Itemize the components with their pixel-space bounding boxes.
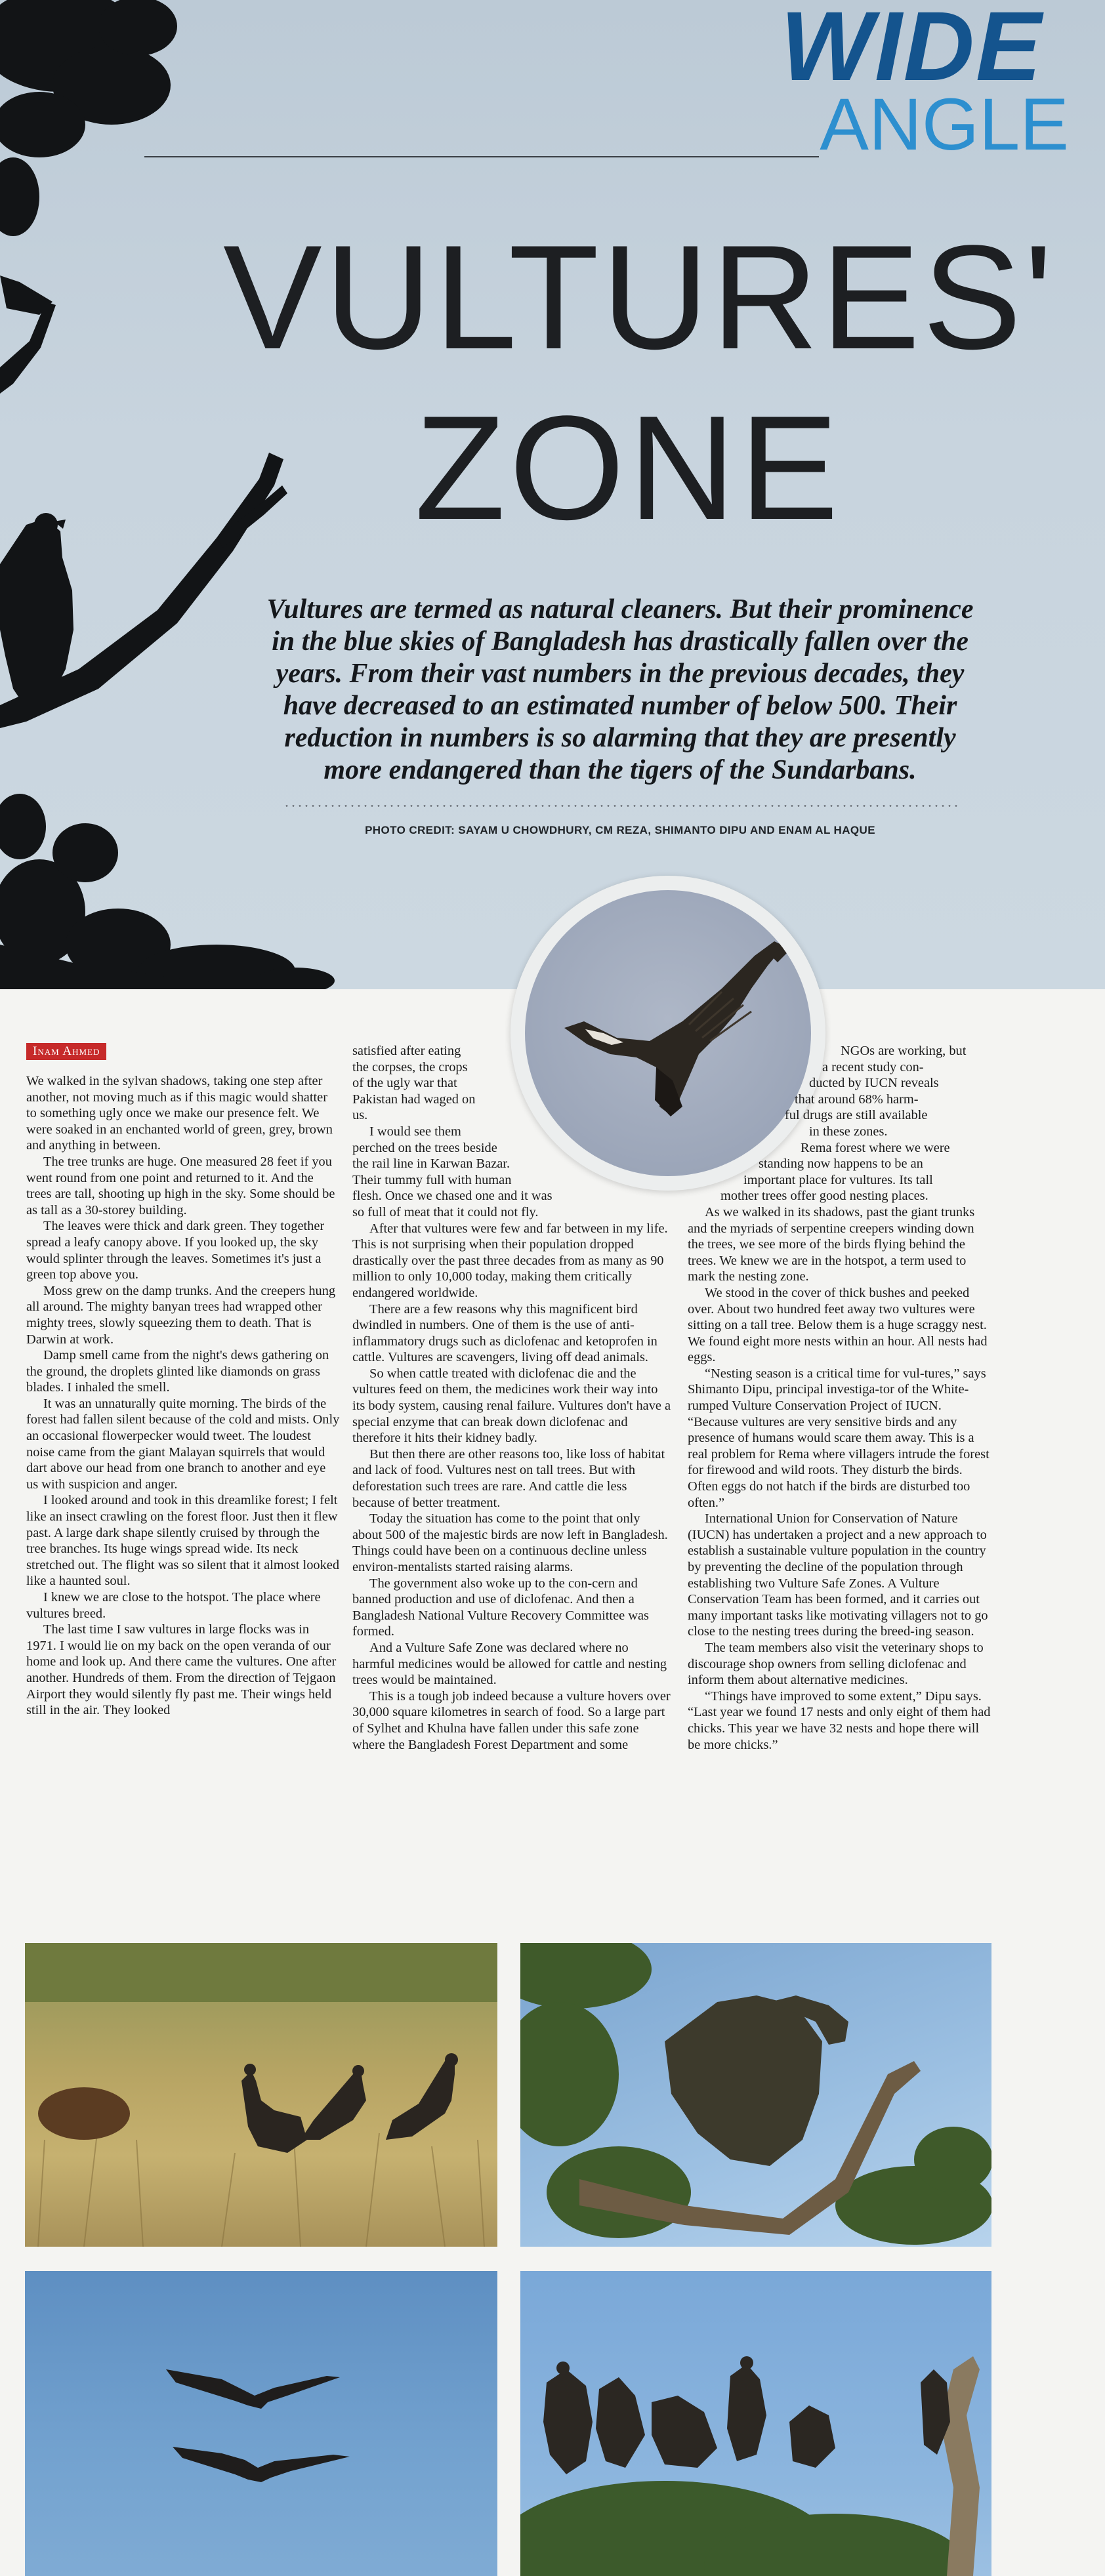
headline-line-1: VULTURES' xyxy=(223,214,1055,380)
paragraph: The government also woke up to the con-cern and banned production and use of diclofenac. And then a Bangladesh National Vulture Recovery Committee was formed. xyxy=(352,1576,649,1639)
hero-banner xyxy=(0,0,1105,989)
dotted-divider xyxy=(283,805,959,807)
standfirst: Vultures are termed as natural cleaners. But their prominence in the blue skies of Bangladesh has drastically fallen over the years. From their vast numbers in the previous decades, they have decreased to an estimated number of below 500. Their reduction in numbers is so alarming that they are presently more endangered than the tigers of the Sundarbans. xyxy=(266,594,974,785)
wrap-line: standing now happens to be an xyxy=(759,1156,923,1172)
wrap-line: that around 68% harm- xyxy=(795,1092,919,1107)
paragraph: International Union for Conservation of Nature (IUCN) has undertaken a project and a new approach to establish a sustainable vulture population in the country by preventing the decline of the population through establishing two Vulture Safe Zones. A Vulture Conservation Team has been formed, and it carries out many important tasks like motivating villagers not to go close to the nesting trees during the breed-ing season. xyxy=(688,1511,988,1639)
photo-vultures-treetop xyxy=(520,2271,991,2576)
section-brand-wide: WIDE xyxy=(780,0,1043,101)
paragraph: so full of meat that it could not fly. xyxy=(352,1204,539,1219)
paragraph: The tree trunks are huge. One measured 28 feet if you went round from one point and returned to it. And the trees are tall, shooting up high in the sky. Some should be as tall as a 30-storey building. xyxy=(26,1154,335,1217)
photo-vultures-tree-branch xyxy=(520,1943,991,2247)
wrap-line: important place for vultures. Its tall xyxy=(743,1172,933,1187)
photo-credit: PHOTO CREDIT: SAYAM U CHOWDHURY, CM REZA, SHIMANTO DIPU AND ENAM AL HAQUE xyxy=(365,824,875,836)
author-byline: Inam Ahmed xyxy=(26,1043,106,1060)
wrap-line: mother trees offer good nesting places. xyxy=(720,1189,928,1204)
wrap-line: the corpses, the crops xyxy=(352,1059,468,1074)
paragraph: But then there are other reasons too, like loss of habitat and lack of food. Vultures nest on tall trees. But with deforestation such trees are rare. And cattle die less because of better treatment. xyxy=(352,1446,665,1510)
article-column-1 xyxy=(26,1073,340,1719)
photo-two-vultures-flying xyxy=(25,2271,497,2576)
wrap-line: perched on the trees beside xyxy=(352,1140,497,1155)
paragraph: Damp smell came from the night's dews gathering on the ground, the droplets glinted like diamonds on grass blades. I inhaled the smell. xyxy=(26,1348,329,1395)
wrap-line: in these zones. xyxy=(809,1124,888,1139)
paragraph: We stood in the cover of thick bushes and peeked over. About two hundred feet away two vultures were sitting on a tall tree. Below them is a huge scraggy nest. We found eight more nests within an hour. All nests had eggs. xyxy=(688,1285,988,1365)
wrap-line: ducted by IUCN reveals xyxy=(809,1076,939,1091)
wrap-line: a recent study con- xyxy=(822,1059,924,1074)
vultures-group-icon xyxy=(520,2271,991,2576)
wrap-line: I would see them xyxy=(369,1124,461,1139)
wrap-line: of the ugly war that xyxy=(352,1076,457,1091)
paragraph: “Nesting season is a critical time for vul-tures,” says Shimanto Dipu, principal investiga-tor of the White-rumped Vulture Conservation Project of IUCN. “Because vultures are very sensitive birds and any presence of humans would scare them away. This is a real problem for Rema where villagers intrude the forest for firewood and wild roots. They disturb the birds. Often eggs do not hatch if the birds are disturbed too often.” xyxy=(688,1366,990,1510)
article-column-3 xyxy=(688,1043,993,1753)
wrap-line: us. xyxy=(352,1108,368,1123)
photo-vultures-grassland xyxy=(25,1943,497,2247)
paragraph: I knew we are close to the hotspot. The place where vultures breed. xyxy=(26,1590,321,1621)
wrap-line: Their tummy full with human xyxy=(352,1172,512,1187)
paragraph: So when cattle treated with diclofenac die and the vultures feed on them, the medicines work their way into its body system, causing renal failure. Vultures don't have a special enzyme that can break down diclofenac and therefore it hits their kidney badly. xyxy=(352,1366,671,1446)
section-brand-angle: ANGLE xyxy=(820,83,1069,165)
paragraph: This is a tough job indeed because a vulture hovers over 30,000 square kilometres in search of food. So a large part of Sylhet and Khulna have fallen under this safe zone where the Bangladesh Forest Department and some xyxy=(352,1688,671,1752)
wrap-line: Rema forest where we were xyxy=(801,1140,950,1155)
paragraph: Moss grew on the damp trunks. And the creepers hung all around. The mighty banyan trees had wrapped other mighty trees, slowly squeezing them to death. That is Darwin at work. xyxy=(26,1283,336,1347)
paragraph: It was an unnaturally quite morning. The birds of the forest had fallen silent because of the cold and mists. Only an occasional flowerpecker would tweet. The loudest noise came from the giant Malayan squirrels that would dart above our head from one branch to another and eye us with suspicion and anger. xyxy=(26,1396,340,1492)
paragraph: I looked around and took in this dreamlike forest; I felt like an insect crawling on the forest floor. Just then it flew past. A large dark shape silently cruised by through the tree branches. Its huge wings spread wide. Its neck stretched out. The flight was so silent that it almost looked like a haunted soul. xyxy=(26,1493,340,1589)
soaring-vultures-icon xyxy=(25,2271,497,2576)
wrap-line: flesh. Once we chased one and it was xyxy=(352,1189,552,1204)
wrap-line: Pakistan had waged on xyxy=(352,1092,476,1107)
wrap-line: NGOs are working, but xyxy=(841,1044,967,1058)
headline-line-2: ZONE xyxy=(415,384,843,550)
header-rule xyxy=(144,156,819,157)
paragraph: The team members also visit the veterinary shops to discourage shop owners from selling diclofenac and inform them about alternative medicines. xyxy=(688,1640,984,1688)
vultures-on-grass-icon xyxy=(25,1943,497,2247)
wrap-line: ful drugs are still available xyxy=(785,1108,928,1123)
paragraph: We walked in the sylvan shadows, taking one step after another, not moving much as if this magic would shatter to something ugly once we make our presence felt. We were soaked in an enchanted world of green, grey, brown and anything in between. xyxy=(26,1074,333,1153)
paragraph: And a Vulture Safe Zone was declared where no harmful medicines would be allowed for cattle and nesting trees would be maintained. xyxy=(352,1640,667,1688)
paragraph: There are a few reasons why this magnificent bird dwindled in numbers. One of them is the use of anti-inflammatory drugs such as diclofenac and ketoprofen in cattle. Vultures are scavengers, living off dead animals. xyxy=(352,1301,657,1365)
paragraph: As we walked in its shadows, past the giant trunks and the myriads of serpentine creepers winding down the trees, we see more of the birds flying behind the trees. We knew we are in the hotspot, a term used to mark the nesting zone. xyxy=(688,1204,975,1284)
paragraph: The leaves were thick and dark green. They together spread a leafy canopy above. If you looked up, the sky would splinter through the leaves. Sometimes it's just a green top above you. xyxy=(26,1219,325,1282)
article-column-2 xyxy=(352,1043,672,1753)
paragraph: Today the situation has come to the point that only about 500 of the majestic birds are now left in Bangladesh. Things could have been on a continuous decline unless environ-mentalists started raising alarms. xyxy=(352,1511,668,1574)
paragraph: The last time I saw vultures in large flocks was in 1971. I would lie on my back on the open veranda of our home and look up. And there came the vultures. One after another. Hundreds of them. From the direction of Tejgaon Airport they would silently fly past me. Their wings held still in the air. They looked xyxy=(26,1622,337,1718)
vultures-perched-icon xyxy=(520,1943,991,2247)
wrap-line: the rail line in Karwan Bazar. xyxy=(352,1156,511,1172)
wrap-line: satisfied after eating xyxy=(352,1044,461,1058)
paragraph: After that vultures were few and far between in my life. This is not surprising when their population dropped drastically over the past three decades from as many as 90 million to only 10,000 today, making them critically endangered worldwide. xyxy=(352,1221,668,1300)
paragraph: “Things have improved to some extent,” Dipu says. “Last year we found 17 nests and only eight of them had chicks. This year we have 32 nests and hope there will be more chicks.” xyxy=(688,1688,991,1752)
